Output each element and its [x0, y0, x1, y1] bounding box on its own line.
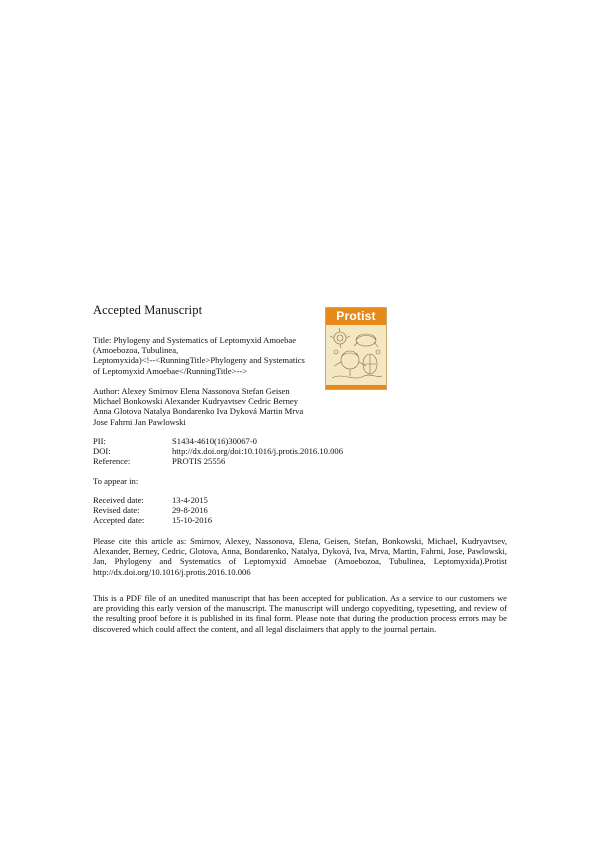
revised-date-value: 29-8-2016 — [172, 505, 208, 516]
accepted-date-value: 15-10-2016 — [172, 515, 213, 526]
author-line: Michael Bonkowski Alexander Kudryavtsev Cedric Berney — [93, 396, 299, 407]
revised-date-label: Revised date: — [93, 505, 140, 516]
doi-label: DOI: — [93, 446, 111, 457]
pii-label: PII: — [93, 436, 106, 446]
doi-link[interactable]: http://dx.doi.org/doi:10.1016/j.protis.2016.10.006 — [172, 446, 344, 457]
received-date-label: Received date: — [93, 495, 144, 505]
accepted-date-label: Accepted date: — [93, 515, 145, 526]
pii-value: S1434-4610(16)30067-0 — [172, 436, 257, 446]
to-appear-label: To appear in: — [93, 476, 139, 486]
author-line: Anna Glotova Natalya Bondarenko Iva Dyková Martin Mrva — [93, 406, 304, 417]
page-heading: Accepted Manuscript — [93, 303, 203, 317]
citation-paragraph: Please cite this article as: Smirnov, Alexey, Nassonova, Elena, Geisen, Stefan, Bonkowski, Michael, Kudryavtsev, Alexander, Berney, Cedric, Glotova, Anna, Bondarenko, Natalya, Dyková, Iva, Mrva, Martin, Fahrni, Jose, Pawlowski, Jan, Phylogeny and Systematics of Leptomyxid Amoebae (Amoebozoa, Tubulinea, Leptomyxida).Protist http://dx.doi.org/10.1016/j.protis.2016.10.006 — [93, 536, 507, 577]
author-line: Author: Alexey Smirnov Elena Nassonova Stefan Geisen — [93, 386, 290, 396]
received-date-value: 13-4-2015 — [172, 495, 208, 505]
cover-illustration — [328, 326, 384, 384]
title-line: Title: Phylogeny and Systematics of Leptomyxid Amoebae — [93, 335, 297, 345]
reference-value: PROTIS 25556 — [172, 456, 226, 467]
title-line: (Amoebozoa, Tubulinea, — [93, 345, 179, 356]
title-line: of Leptomyxid Amoebae</RunningTitle>--> — [93, 365, 248, 376]
journal-cover-image — [325, 307, 387, 390]
journal-logo: Protist — [336, 309, 376, 323]
title-block — [93, 335, 313, 376]
manuscript-notice-paragraph: This is a PDF file of an unedited manuscript that has been accepted for publication. As a service to our customers we are providing this early version of the manuscript. The manuscript will undergo copyediting, typesetting, and review of the resulting proof before it is published in its final form. Please note that during the production process errors may be discovered which could affect the content, and all legal disclaimers that apply to the journal pertain. — [93, 593, 507, 634]
reference-label: Reference: — [93, 456, 131, 467]
cover-footer-band — [326, 385, 386, 389]
author-line: Jose Fahrni Jan Pawlowski — [93, 416, 186, 427]
title-line: Leptomyxida)<!--<RunningTitle>Phylogeny and Systematics — [93, 355, 305, 366]
author-block — [93, 386, 333, 427]
